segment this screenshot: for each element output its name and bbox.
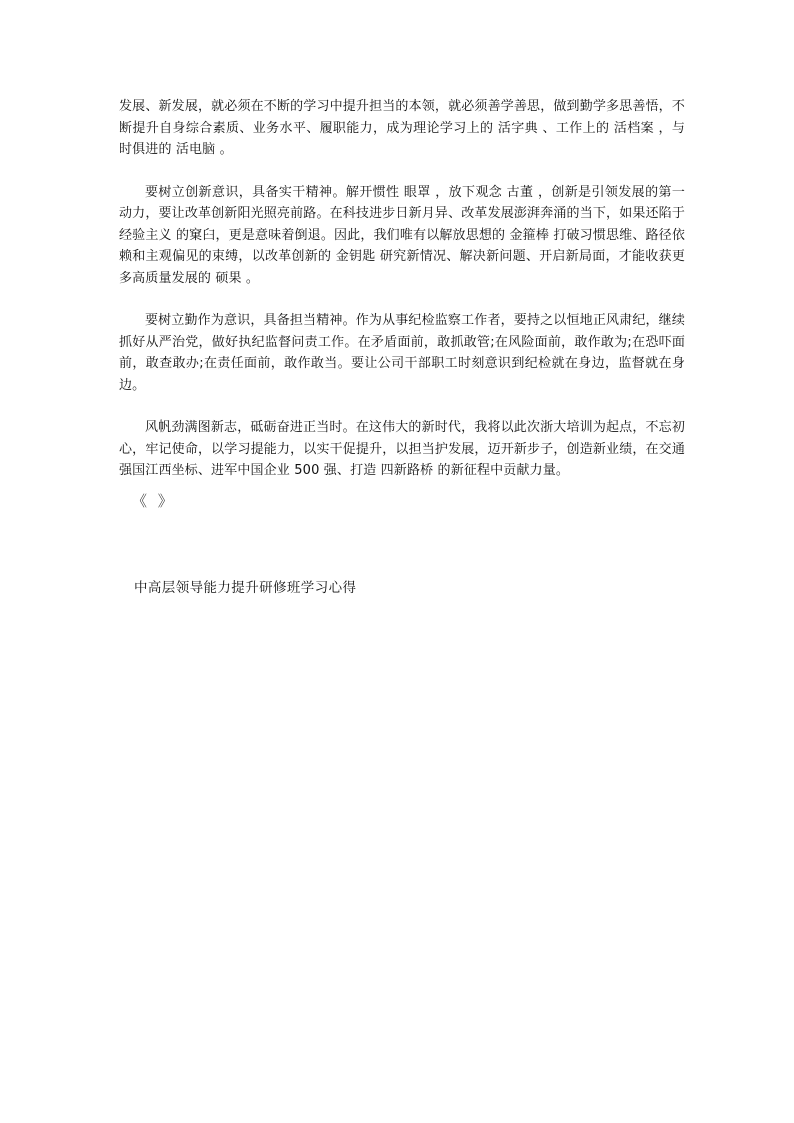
document-title: 中高层领导能力提升研修班学习心得 — [134, 580, 357, 596]
paragraph-conclusion: 风帆劲满图新志，砥砺奋进正当时。在这伟大的新时代，我将以此次浙大培训为起点，不忘初心，牢记使命，以学习提能力，以实干促提升，以担当护发展，迈开新步子，创造新业绩，在交通强国江西坐标、进军中国企业 500 强、打造 四新路桥 的新征程中贡献力量。 — [119, 420, 685, 478]
paragraph-responsibility: 要树立勤作为意识，具备担当精神。作为从事纪检监察工作者，要持之以恒地正风肃纪，继续抓好从严治党，做好执纪监督问责工作。在矛盾面前，敢抓敢管;在风险面前，敢作敢为;在恐吓面前，敢查敢办;在责任面前，敢作敢当。要让公司干部职工时刻意识到纪检就在身边，监督就在身边。 — [119, 313, 685, 393]
page-nav-marks[interactable]: 《 》 — [132, 492, 176, 510]
document-body — [119, 96, 685, 503]
paragraph-innovation: 要树立创新意识，具备实干精神。解开惯性 眼罩 ，放下观念 古董 ，创新是引领发展的第一动力，要让改革创新阳光照亮前路。在科技进步日新月异、改革发展澎湃奔涌的当下，如果还陷于 经验主义 的窠臼，更是意味着倒退。因此，我们唯有以解放思想的 金箍棒 打破习惯思维、路径依赖和主观偏见的束缚，以改革创新的 金钥匙 研究新情况、解决新问题、开启新局面，才能收获更多高质量发展的 硕果 。 — [119, 184, 685, 286]
paragraph-continuation: 发展、新发展，就必须在不断的学习中提升担当的本领，就必须善学善思，做到勤学多思善悟，不断提升自身综合素质、业务水平、履职能力，成为理论学习上的 活字典 、工作上的 活档案 ，与时俱进的 活电脑 。 — [119, 99, 685, 157]
